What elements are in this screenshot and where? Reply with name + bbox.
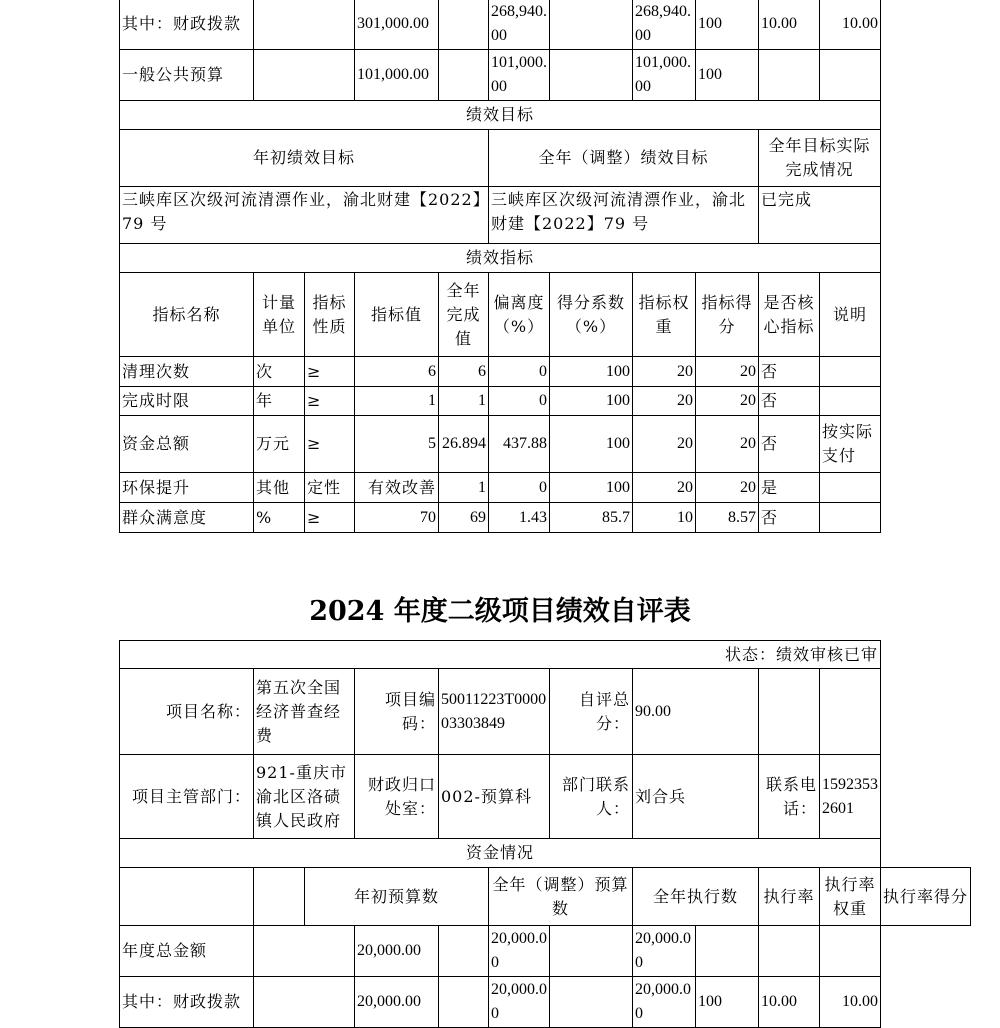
indicator-header: 偏离度（%）: [489, 273, 550, 357]
indicator-unit: 其他: [254, 473, 305, 503]
fund-rate-weight: 10.00: [759, 0, 820, 50]
empty-cell: [254, 868, 305, 926]
indicator-note: 按实际支付: [820, 416, 881, 473]
funds-header: 全年（调整）预算数: [489, 868, 633, 926]
fund-rate-score: 10.00: [820, 0, 881, 50]
indicator-score: 20: [696, 416, 759, 473]
indicator-value: 70: [355, 503, 439, 533]
indicator-note: [820, 503, 881, 533]
goals-actual-value: 已完成: [759, 187, 881, 244]
indicator-unit: 次: [254, 357, 305, 387]
indicator-nature: ≥: [305, 357, 355, 387]
performance-table-previous: [119, 0, 881, 533]
indicator-core: 否: [759, 416, 820, 473]
fund-rate-weight: [759, 926, 820, 977]
indicator-done: 69: [439, 503, 489, 533]
dept-label: 项目主管部门：: [120, 755, 254, 839]
project-info-row: [120, 755, 971, 839]
indicator-note: [820, 387, 881, 416]
indicator-unit: %: [254, 503, 305, 533]
funds-section-title: 资金情况: [120, 839, 881, 868]
fund-cell: [439, 0, 489, 50]
fund-adjusted-budget: 20,000.00: [489, 926, 550, 977]
fund-label: 年度总金额: [120, 926, 254, 977]
indicator-name: 环保提升: [120, 473, 254, 503]
project-code: 50011223T000003303849: [439, 669, 550, 755]
goals-initial-value: 三峡库区次级河流清漂作业，渝北财建【2022】79 号: [120, 187, 489, 244]
indicator-nature: 定性: [305, 473, 355, 503]
indicator-header: 指标权重: [633, 273, 696, 357]
indicator-name: 群众满意度: [120, 503, 254, 533]
indicator-header: 得分系数（%）: [550, 273, 633, 357]
indicator-header: 指标性质: [305, 273, 355, 357]
indicator-score: 20: [696, 357, 759, 387]
indicator-value: 6: [355, 357, 439, 387]
fund-rate-score: 10.00: [820, 977, 881, 1028]
status-badge: 状态：绩效审核已审: [120, 641, 881, 669]
empty-cell: [254, 977, 355, 1028]
fund-row: [120, 0, 881, 50]
indicator-header: 全年完成值: [439, 273, 489, 357]
indicator-done: 1: [439, 387, 489, 416]
fund-rate: 100: [696, 50, 759, 101]
indicator-deviation: 1.43: [489, 503, 550, 533]
contact-person: 刘合兵: [633, 755, 759, 839]
funds-header: 全年执行数: [633, 868, 759, 926]
goals-section-title: 绩效目标: [120, 101, 881, 130]
dept-name: 921-重庆市渝北区洛碛镇人民政府: [254, 755, 355, 839]
indicator-name: 完成时限: [120, 387, 254, 416]
indicator-name: 清理次数: [120, 357, 254, 387]
fund-row: [120, 977, 971, 1028]
indicator-unit: 万元: [254, 416, 305, 473]
indicator-header: 计量单位: [254, 273, 305, 357]
indicator-value: 1: [355, 387, 439, 416]
indicator-coefficient: 100: [550, 357, 633, 387]
indicator-value: 5: [355, 416, 439, 473]
fund-label: 其中：财政拨款: [120, 977, 254, 1028]
indicator-deviation: 0: [489, 473, 550, 503]
indicator-deviation: 437.88: [489, 416, 550, 473]
fund-adjusted-budget: 101,000.00: [489, 50, 550, 101]
indicator-core: 否: [759, 387, 820, 416]
fund-executed: 268,940.00: [633, 0, 696, 50]
indicator-header: 是否核心指标: [759, 273, 820, 357]
empty-cell: [120, 868, 254, 926]
fund-rate-weight: 10.00: [759, 977, 820, 1028]
fund-label: 一般公共预算: [120, 50, 254, 101]
empty-cell: [439, 926, 489, 977]
indicator-weight: 20: [633, 416, 696, 473]
fund-rate-score: [820, 926, 881, 977]
indicator-done: 6: [439, 357, 489, 387]
empty-cell: [550, 926, 633, 977]
indicator-note: [820, 357, 881, 387]
indicator-done: 1: [439, 473, 489, 503]
indicator-header: 指标值: [355, 273, 439, 357]
indicator-coefficient: 100: [550, 416, 633, 473]
indicator-row: [120, 357, 881, 387]
empty-cell: [254, 926, 355, 977]
indicator-value: 有效改善: [355, 473, 439, 503]
page-title: 2024 年度二级项目绩效自评表: [309, 596, 691, 627]
fund-cell: [254, 0, 355, 50]
indicator-score: 20: [696, 387, 759, 416]
indicator-header: 指标得分: [696, 273, 759, 357]
indicator-name: 资金总额: [120, 416, 254, 473]
empty-cell: [439, 977, 489, 1028]
fund-rate-weight: [759, 50, 820, 101]
funds-header: 年初预算数: [305, 868, 489, 926]
fund-cell: [550, 50, 633, 101]
fund-executed: 20,000.00: [633, 926, 696, 977]
indicator-deviation: 0: [489, 387, 550, 416]
empty-cell: [759, 669, 820, 755]
fund-cell: [254, 50, 355, 101]
project-info-row: [120, 669, 971, 755]
phone-label: 联系电话：: [759, 755, 820, 839]
indicator-unit: 年: [254, 387, 305, 416]
indicator-row: [120, 473, 881, 503]
fund-rate: 100: [696, 977, 759, 1028]
fund-row: [120, 50, 881, 101]
empty-cell: [550, 977, 633, 1028]
fund-label: 其中：财政拨款: [120, 0, 254, 50]
project-code-label: 项目编码：: [355, 669, 439, 755]
fund-adjusted-budget: 268,940.00: [489, 0, 550, 50]
indicator-coefficient: 85.7: [550, 503, 633, 533]
phone-number: 15923532601: [820, 755, 881, 839]
goals-header-actual: 全年目标实际完成情况: [759, 130, 881, 187]
funds-header: 执行率权重: [820, 868, 881, 926]
goals-header-adjusted: 全年（调整）绩效目标: [489, 130, 759, 187]
empty-cell: [820, 669, 881, 755]
indicator-weight: 10: [633, 503, 696, 533]
indicator-weight: 20: [633, 473, 696, 503]
indicators-section-title: 绩效指标: [120, 244, 881, 273]
indicator-score: 20: [696, 473, 759, 503]
indicator-nature: ≥: [305, 503, 355, 533]
indicator-row: [120, 416, 881, 473]
indicator-row: [120, 503, 881, 533]
funds-header: 执行率得分: [881, 868, 971, 926]
indicator-core: 否: [759, 503, 820, 533]
indicator-header-row: [120, 273, 881, 357]
goals-adjusted-value: 三峡库区次级河流清漂作业，渝北财建【2022】79 号: [489, 187, 759, 244]
indicator-coefficient: 100: [550, 473, 633, 503]
indicator-row: [120, 387, 881, 416]
performance-table-2024: [119, 640, 971, 1028]
indicator-deviation: 0: [489, 357, 550, 387]
indicator-nature: ≥: [305, 387, 355, 416]
self-score-label: 自评总分：: [550, 669, 633, 755]
fund-executed: 101,000.00: [633, 50, 696, 101]
fund-adjusted-budget: 20,000.00: [489, 977, 550, 1028]
fund-rate-score: [820, 50, 881, 101]
fund-initial-budget: 20,000.00: [355, 977, 439, 1028]
project-name: 第五次全国经济普查经费: [254, 669, 355, 755]
project-name-label: 项目名称：: [120, 669, 254, 755]
indicator-header: 说明: [820, 273, 881, 357]
indicator-header: 指标名称: [120, 273, 254, 357]
indicator-weight: 20: [633, 387, 696, 416]
fund-cell: [550, 0, 633, 50]
finance-label: 财政归口处室：: [355, 755, 439, 839]
indicator-note: [820, 473, 881, 503]
fund-initial-budget: 301,000.00: [355, 0, 439, 50]
fund-executed: 20,000.00: [633, 977, 696, 1028]
funds-header: 执行率: [759, 868, 820, 926]
indicator-weight: 20: [633, 357, 696, 387]
funds-header-row: [120, 868, 971, 926]
indicator-core: 否: [759, 357, 820, 387]
fund-row: [120, 926, 971, 977]
indicator-coefficient: 100: [550, 387, 633, 416]
finance-office: 002-预算科: [439, 755, 550, 839]
contact-label: 部门联系人：: [550, 755, 633, 839]
indicator-core: 是: [759, 473, 820, 503]
indicator-nature: ≥: [305, 416, 355, 473]
fund-cell: [439, 50, 489, 101]
fund-rate: 100: [696, 0, 759, 50]
indicator-done: 26.894: [439, 416, 489, 473]
fund-initial-budget: 20,000.00: [355, 926, 439, 977]
self-score: 90.00: [633, 669, 759, 755]
indicator-score: 8.57: [696, 503, 759, 533]
goals-header-initial: 年初绩效目标: [120, 130, 489, 187]
fund-initial-budget: 101,000.00: [355, 50, 439, 101]
fund-rate: [696, 926, 759, 977]
